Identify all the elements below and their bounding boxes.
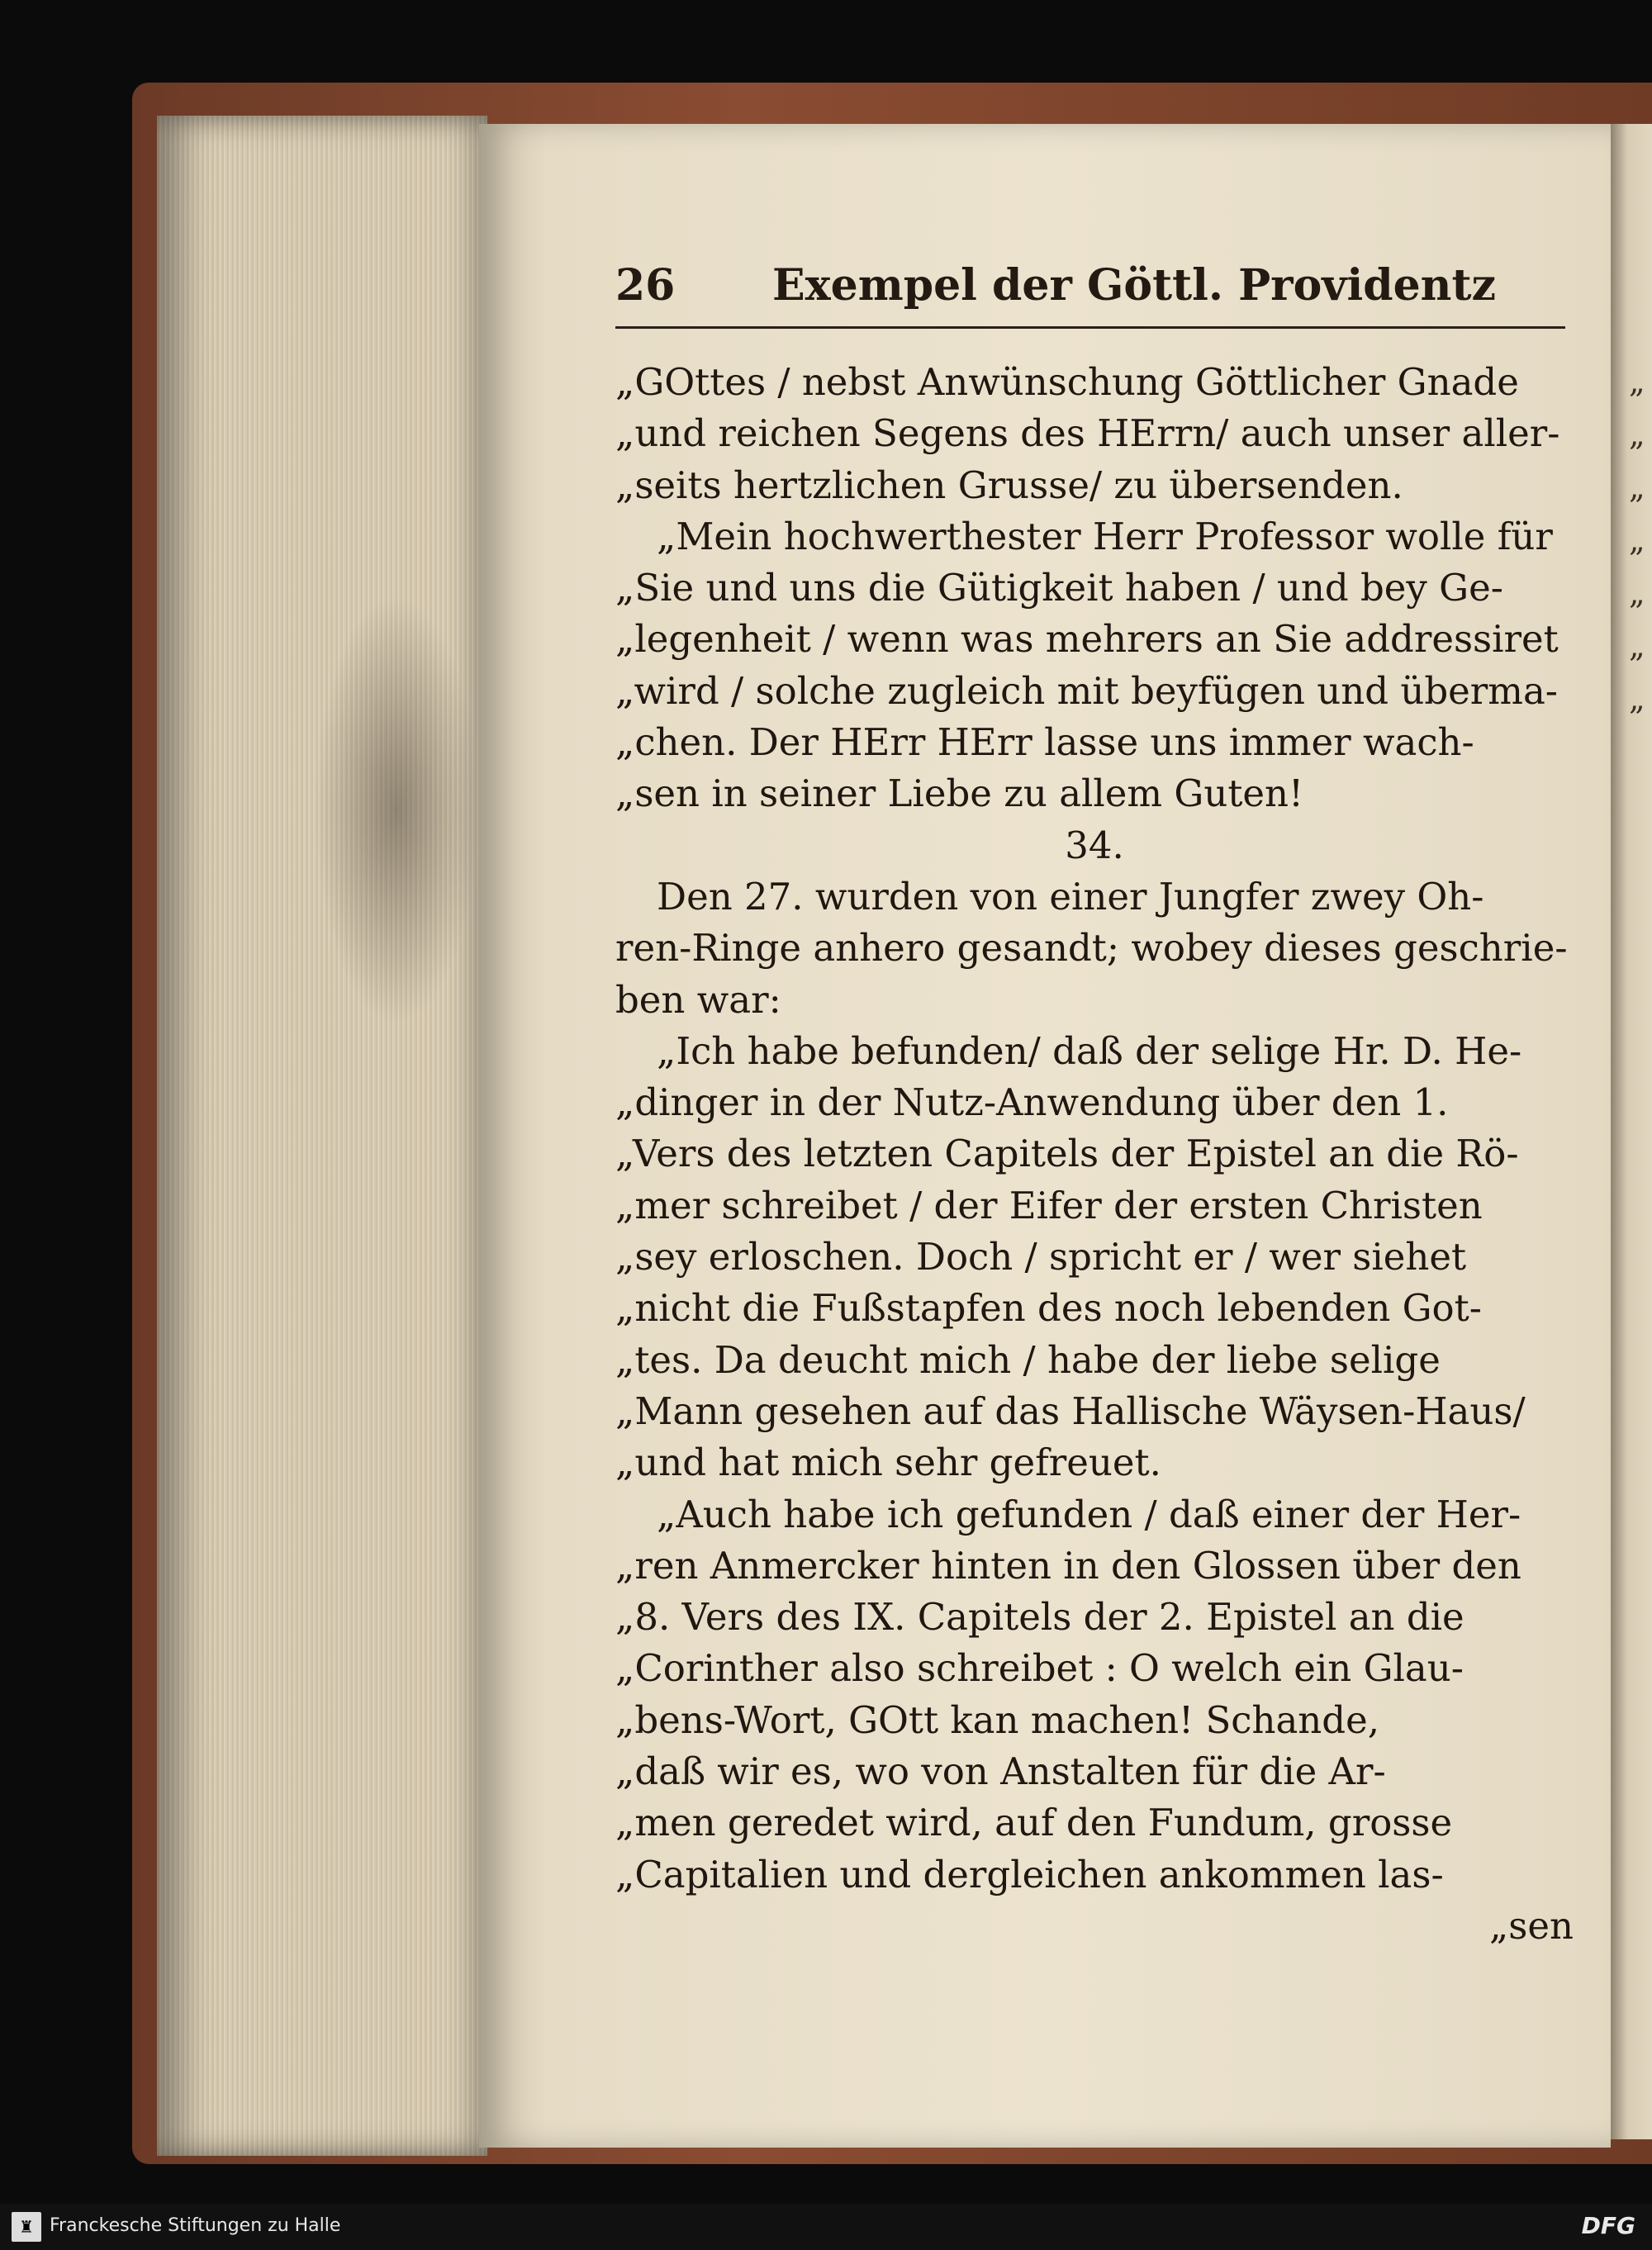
text-line: „und reichen Segens des HErrn/ auch unser aller- xyxy=(615,411,1560,456)
facing-mark: „ xyxy=(1629,416,1645,453)
text-line: „seits hertzlichen Grusse/ zu übersenden. xyxy=(615,463,1403,507)
facing-mark: „ xyxy=(1629,628,1645,664)
running-header xyxy=(615,260,1582,310)
text-line: „daß wir es, wo von Anstalten für die Ar- xyxy=(615,1749,1386,1794)
text-line: ben war: xyxy=(615,977,781,1022)
text-line: „Sie und uns die Gütigkeit haben / und bey Ge- xyxy=(615,566,1503,610)
text-line: „Capitalien und dergleichen ankommen las- xyxy=(615,1852,1444,1896)
text-line: „chen. Der HErr HErr lasse uns immer wach- xyxy=(615,720,1474,765)
page-body xyxy=(615,357,1574,1952)
text-line: „nicht die Fußstapfen des noch lebenden Got- xyxy=(615,1286,1482,1331)
text-line: „mer schreibet / der Eifer der ersten Christen xyxy=(615,1183,1483,1227)
facing-mark: „ xyxy=(1629,469,1645,506)
facing-page-marks xyxy=(1629,355,1652,725)
text-line: „Corinther also schreibet : O welch ein Glau- xyxy=(615,1646,1464,1691)
catchword: „sen xyxy=(1488,1903,1574,1948)
section-number: 34. xyxy=(1065,823,1124,867)
institution-logo-icon: ♜ xyxy=(12,2212,41,2242)
dfg-logo: DFG xyxy=(1581,2212,1635,2239)
facing-mark: „ xyxy=(1629,522,1645,558)
text-line: „men geredet wird, auf den Fundum, grosse xyxy=(615,1801,1453,1845)
text-line: ren-Ringe anhero gesandt; wobey dieses geschrie- xyxy=(615,926,1568,971)
text-line: „legenheit / wenn was mehrers an Sie addressiret xyxy=(615,617,1559,662)
facing-mark: „ xyxy=(1629,363,1645,400)
text-line: „Vers des letzten Capitels der Epistel an die Rö- xyxy=(615,1132,1519,1176)
text-line: „GOttes / nebst Anwünschung Göttlicher Gnade xyxy=(615,360,1519,404)
text-line: „Mann gesehen auf das Hallische Wäysen-Haus/ xyxy=(615,1388,1526,1433)
text-line: „Ich habe befunden/ daß der selige Hr. D. He- xyxy=(657,1028,1522,1073)
text-line: „bens-Wort, GOtt kan machen! Schande, xyxy=(615,1697,1380,1742)
text-line: „8. Vers des IX. Capitels der 2. Epistel an die xyxy=(615,1595,1464,1640)
page-number: 26 xyxy=(615,260,676,311)
institution-name: Franckesche Stiftungen zu Halle xyxy=(50,2215,341,2236)
text-line: „und hat mich sehr gefreuet. xyxy=(615,1441,1161,1485)
text-line: „sey erloschen. Doch / spricht er / wer siehet xyxy=(615,1235,1467,1279)
facing-mark: „ xyxy=(1629,681,1645,717)
text-line: „Auch habe ich gefunden / daß einer der Her- xyxy=(657,1492,1521,1536)
running-title: Exempel der Göttl. Providentz xyxy=(772,260,1497,311)
text-line: „sen in seiner Liebe zu allem Guten! xyxy=(615,771,1304,816)
text-line: „wird / solche zugleich mit beyfügen und überma- xyxy=(615,668,1558,713)
header-rule xyxy=(615,326,1565,329)
viewer-footer xyxy=(0,2204,1652,2250)
page-edge-smudge xyxy=(314,595,479,1024)
text-line: „ren Anmercker hinten in den Glossen über den xyxy=(615,1543,1521,1588)
text-line: „tes. Da deucht mich / habe der liebe selige xyxy=(615,1337,1441,1382)
text-line: Den 27. wurden von einer Jungfer zwey Oh- xyxy=(657,874,1484,919)
text-line: „Mein hochwerthester Herr Professor wolle für xyxy=(657,514,1553,558)
facing-mark: „ xyxy=(1629,575,1645,611)
text-line: „dinger in der Nutz-Anwendung über den 1. xyxy=(615,1080,1449,1125)
page-edges xyxy=(157,116,487,2156)
